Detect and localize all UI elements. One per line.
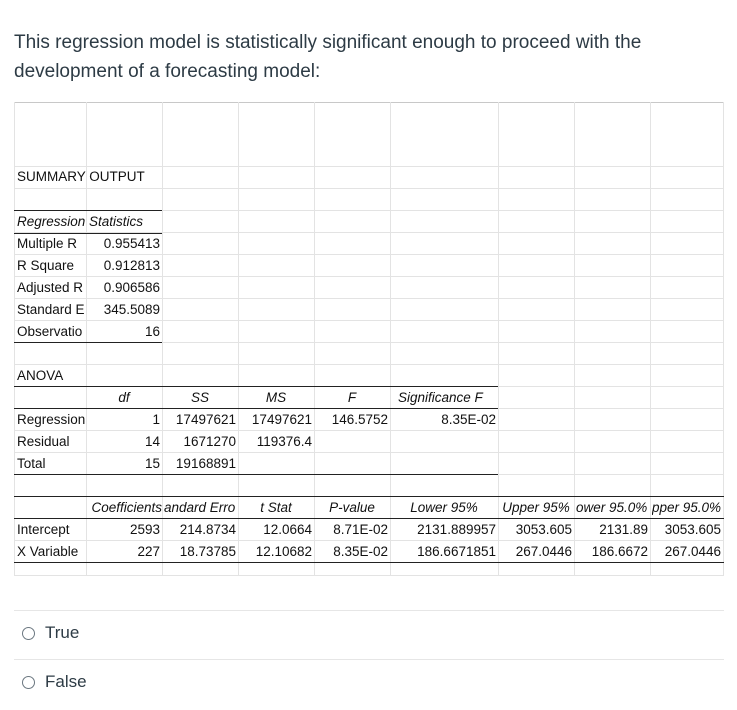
coef-header: pper 95.0% [652, 500, 722, 515]
coef-header: Coefficients [91, 500, 162, 515]
reg-stat-label: Observatio [17, 324, 83, 339]
spreadsheet-image [14, 102, 724, 578]
coef-lower2: 2131.89 [599, 522, 648, 537]
coef-t: 12.10682 [255, 544, 312, 559]
coef-header: t Stat [260, 500, 292, 515]
coef-upper2: 267.0446 [664, 544, 721, 559]
coef-value: 2593 [129, 522, 160, 537]
anova-row-label: Residual [17, 434, 70, 449]
coef-lower2: 186.6672 [591, 544, 648, 559]
coef-p: 8.35E-02 [333, 544, 388, 559]
anova-ss: 1671270 [183, 434, 236, 449]
anova-df: 14 [144, 434, 160, 449]
coef-upper2: 3053.605 [664, 522, 721, 537]
anova-df: 1 [152, 412, 160, 427]
reg-stat-value: 0.912813 [103, 258, 160, 273]
coef-p: 8.71E-02 [333, 522, 388, 537]
coef-lower: 186.6671851 [417, 544, 496, 559]
anova-ss: 17497621 [175, 412, 236, 427]
reg-stat-value: 0.906586 [103, 280, 160, 295]
coef-header: P-value [329, 500, 375, 515]
reg-stat-value: 16 [144, 324, 160, 339]
anova-ms: 17497621 [251, 412, 312, 427]
anova-header-f: F [347, 390, 357, 405]
coef-value: 227 [137, 544, 160, 559]
coef-row-label: X Variable [17, 544, 79, 559]
coef-row-label: Intercept [17, 522, 70, 537]
reg-stat-label: Adjusted R [17, 280, 84, 295]
anova-header-ss: SS [190, 390, 209, 405]
reg-stat-value: 345.5089 [103, 302, 160, 317]
anova-header-sig: Significance F [398, 390, 483, 405]
anova-header-df: df [118, 390, 130, 405]
reg-stat-label: R Square [17, 258, 75, 273]
anova-df: 15 [144, 456, 160, 471]
option-true[interactable] [14, 610, 724, 659]
coef-se: 18.73785 [179, 544, 236, 559]
coef-lower: 2131.889957 [417, 522, 496, 537]
anova-f: 146.5752 [331, 412, 388, 427]
coef-se: 214.8734 [179, 522, 236, 537]
reg-stat-label: Multiple R [17, 236, 78, 251]
anova-header-ms: MS [265, 390, 287, 405]
coef-header: ower 95.0% [576, 500, 648, 515]
coef-upper: 267.0446 [515, 544, 572, 559]
anova-row-label: Regression [17, 412, 86, 427]
option-label: False [45, 672, 87, 691]
anova-sig: 8.35E-02 [441, 412, 496, 427]
radio-button[interactable] [22, 676, 35, 689]
radio-button[interactable] [22, 627, 35, 640]
option-label: True [45, 623, 80, 642]
reg-stat-label: Standard E [17, 302, 85, 317]
coef-header: Lower 95% [410, 500, 478, 515]
coef-upper: 3053.605 [515, 522, 572, 537]
anova-row-label: Total [17, 456, 46, 471]
sheet-top-border [14, 102, 724, 103]
option-false[interactable] [14, 659, 724, 708]
coef-header: andard Erro [164, 500, 236, 515]
reg-stats-title: Regression Statistics [17, 214, 144, 229]
coef-header: Upper 95% [502, 500, 570, 515]
answer-options [14, 610, 724, 708]
anova-ss: 19168891 [175, 456, 236, 471]
coef-t: 12.0664 [263, 522, 312, 537]
reg-stat-value: 0.955413 [103, 236, 160, 251]
anova-ms: 119376.4 [256, 434, 312, 449]
summary-title: SUMMARY OUTPUT [17, 169, 145, 184]
anova-title: ANOVA [17, 368, 64, 383]
question-text: This regression model is statistically significant enough to proceed with the development of a forecasting model: [14, 32, 642, 82]
